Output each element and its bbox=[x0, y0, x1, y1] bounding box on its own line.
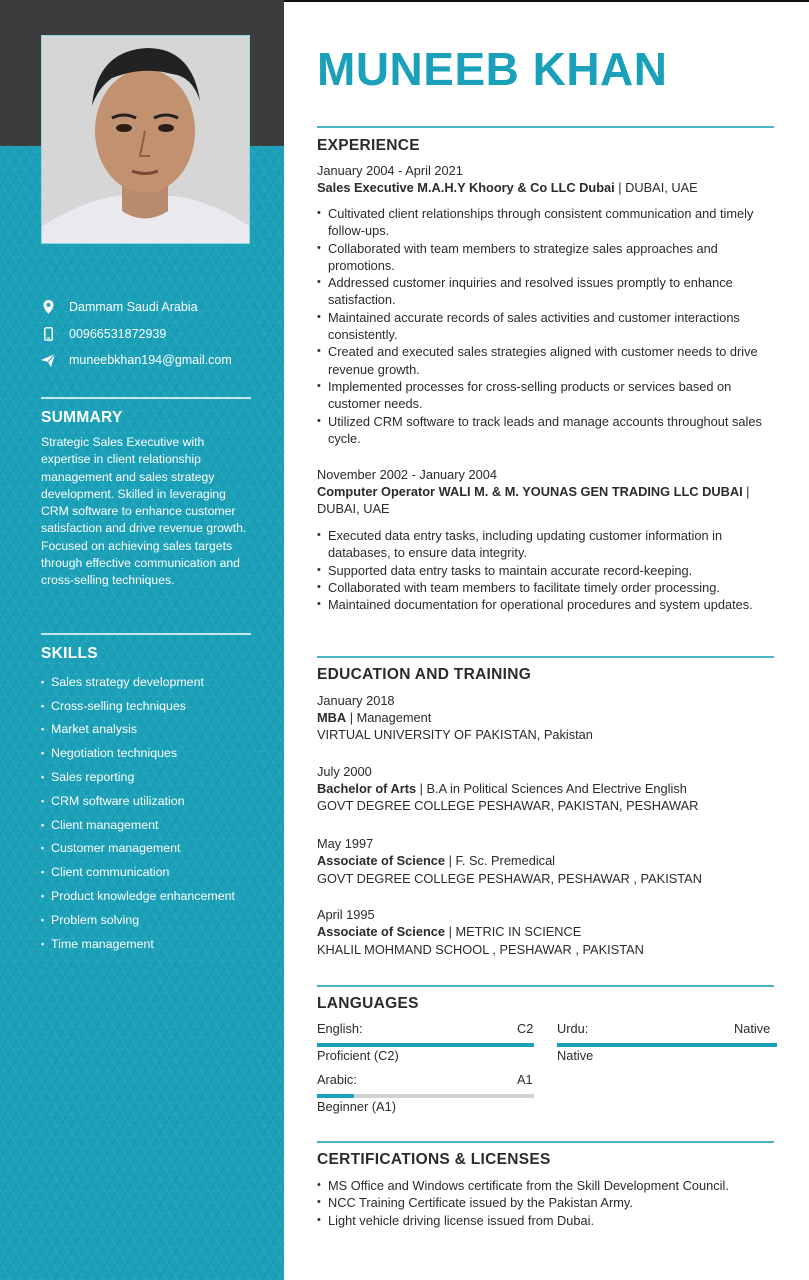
certification-item: • Light vehicle driving license issued from Dubai. bbox=[317, 1212, 777, 1229]
language-name: English: bbox=[317, 1021, 363, 1036]
contact-email-text[interactable]: muneebkhan194@gmail.com bbox=[69, 353, 232, 367]
contact-location-text: Dammam Saudi Arabia bbox=[69, 300, 198, 314]
language-desc: Native bbox=[557, 1048, 594, 1063]
location-pin-icon bbox=[41, 300, 55, 314]
skill-item: • CRM software utilization bbox=[41, 793, 185, 808]
edu-date: May 1997 bbox=[317, 836, 374, 851]
job-bullet: • Maintained accurate records of sales activities and customer interactions consistently. bbox=[317, 309, 777, 344]
language-bar bbox=[317, 1043, 534, 1047]
edu-degree-line bbox=[317, 781, 687, 796]
job-role-company: Computer Operator WALI M. & M. YOUNAS GEN TRADING LLC DUBAI bbox=[317, 484, 743, 499]
edu-date: July 2000 bbox=[317, 764, 372, 779]
skill-item: • Cross-selling techniques bbox=[41, 698, 186, 713]
job-bullet: • Cultivated client relationships through consistent communication and timely follow-ups. bbox=[317, 205, 777, 240]
summary-divider bbox=[41, 397, 251, 399]
certifications-heading: CERTIFICATIONS & LICENSES bbox=[317, 1151, 551, 1168]
skill-item: • Negotiation techniques bbox=[41, 746, 178, 761]
summary-text: Strategic Sales Executive with expertise in client relationship management and sales strategy development. Skilled in leveraging CRM software to enhance customer satisfaction and drive revenue growth. Focused on achieving sales targets through effective communication and cross-selling techniques. bbox=[41, 435, 247, 588]
job-role-suffix: | bbox=[742, 484, 750, 499]
edu-school: GOVT DEGREE COLLEGE PESHAWAR, PESHAWAR , PAKISTAN bbox=[317, 871, 702, 886]
skill-item: • Client communication bbox=[41, 865, 170, 880]
edu-field: | B.A in Political Sciences And Electrive English bbox=[416, 781, 687, 796]
edu-field: | F. Sc. Premedical bbox=[445, 853, 556, 868]
language-bar-fill bbox=[317, 1043, 534, 1047]
edu-degree: MBA bbox=[317, 710, 347, 725]
job-dates: January 2004 - April 2021 bbox=[317, 163, 463, 178]
job-bullet: • Addressed customer inquiries and resolved issues promptly to enhance satisfaction. bbox=[317, 274, 777, 309]
job-role-company: Sales Executive M.A.H.Y Khoory & Co LLC Dubai bbox=[317, 180, 615, 195]
experience-divider bbox=[317, 126, 774, 128]
edu-degree: Associate of Science bbox=[317, 924, 446, 939]
experience-heading: EXPERIENCE bbox=[317, 137, 420, 154]
language-name: Urdu: bbox=[557, 1021, 589, 1036]
job-title-line bbox=[317, 180, 698, 195]
language-desc: Beginner (A1) bbox=[317, 1099, 396, 1114]
education-heading: EDUCATION AND TRAINING bbox=[317, 666, 532, 683]
skill-item: • Sales reporting bbox=[41, 770, 135, 785]
job-bullet: • Implemented processes for cross-selling products or services based on customer needs. bbox=[317, 378, 777, 413]
language-bar-fill bbox=[317, 1094, 354, 1098]
contact-email bbox=[41, 353, 232, 367]
job-bullets bbox=[317, 527, 777, 613]
job-bullet: • Supported data entry tasks to maintain accurate record-keeping. bbox=[317, 562, 777, 579]
skill-item: • Client management bbox=[41, 817, 159, 832]
edu-school: KHALIL MOHMAND SCHOOL , PESHAWAR , PAKISTAN bbox=[317, 942, 644, 957]
edu-date: January 2018 bbox=[317, 693, 395, 708]
job-title-line bbox=[317, 484, 750, 499]
language-level: A1 bbox=[517, 1072, 533, 1087]
send-icon bbox=[41, 353, 55, 367]
job-dates: November 2002 - January 2004 bbox=[317, 467, 497, 482]
skill-item: • Customer management bbox=[41, 841, 181, 856]
job-bullet: • Executed data entry tasks, including updating customer information in databases, to ensure data integrity. bbox=[317, 527, 777, 562]
profile-photo bbox=[41, 35, 250, 244]
edu-degree: Bachelor of Arts bbox=[317, 781, 417, 796]
languages-divider bbox=[317, 985, 774, 987]
edu-school: GOVT DEGREE COLLEGE PESHAWAR, PAKISTAN, PESHAWAR bbox=[317, 798, 699, 813]
skills-divider bbox=[41, 633, 251, 635]
job-bullets bbox=[317, 205, 777, 447]
candidate-name: MUNEEB KHAN bbox=[317, 43, 668, 95]
edu-degree-line bbox=[317, 924, 581, 939]
skill-item: • Time management bbox=[41, 936, 154, 951]
edu-degree-line bbox=[317, 853, 555, 868]
skills-heading: SKILLS bbox=[41, 645, 98, 662]
certifications-divider bbox=[317, 1141, 774, 1143]
edu-degree: Associate of Science bbox=[317, 853, 446, 868]
skill-item: • Market analysis bbox=[41, 722, 138, 737]
edu-date: April 1995 bbox=[317, 907, 375, 922]
skill-item: • Problem solving bbox=[41, 912, 140, 927]
summary-heading: SUMMARY bbox=[41, 409, 123, 426]
language-bar bbox=[557, 1043, 777, 1047]
job-bullet: • Collaborated with team members to strategize sales approaches and promotions. bbox=[317, 240, 777, 275]
certification-item: • MS Office and Windows certificate from the Skill Development Council. bbox=[317, 1177, 777, 1194]
education-divider bbox=[317, 656, 774, 658]
certifications-list bbox=[317, 1177, 777, 1229]
job-bullet: • Collaborated with team members to facilitate timely order processing. bbox=[317, 579, 777, 596]
job-bullet: • Maintained documentation for operational procedures and system updates. bbox=[317, 596, 777, 613]
languages-heading: LANGUAGES bbox=[317, 995, 419, 1012]
contact-phone-text[interactable]: 00966531872939 bbox=[69, 327, 167, 341]
sidebar bbox=[0, 0, 284, 1280]
phone-icon bbox=[41, 327, 55, 341]
language-level: C2 bbox=[517, 1021, 534, 1036]
language-desc: Proficient (C2) bbox=[317, 1048, 399, 1063]
skill-item: • Sales strategy development bbox=[41, 674, 204, 689]
job-bullet: • Utilized CRM software to track leads and manage accounts throughout sales cycle. bbox=[317, 413, 777, 448]
language-bar-fill bbox=[557, 1043, 777, 1047]
job-location: | DUBAI, UAE bbox=[614, 180, 698, 195]
language-level: Native bbox=[734, 1021, 771, 1036]
language-name: Arabic: bbox=[317, 1072, 357, 1087]
edu-degree-line bbox=[317, 710, 431, 725]
skill-item: • Product knowledge enhancement bbox=[41, 889, 235, 904]
edu-field: | Management bbox=[346, 710, 432, 725]
certification-item: • NCC Training Certificate issued by the Pakistan Army. bbox=[317, 1194, 777, 1211]
edu-field: | METRIC IN SCIENCE bbox=[445, 924, 582, 939]
edu-school: VIRTUAL UNIVERSITY OF PAKISTAN, Pakistan bbox=[317, 727, 593, 742]
job-bullet: • Created and executed sales strategies aligned with customer needs to drive revenue growth. bbox=[317, 343, 777, 378]
contact-location bbox=[41, 300, 198, 314]
skills-list bbox=[41, 670, 266, 956]
job-location: DUBAI, UAE bbox=[317, 501, 390, 516]
language-bar bbox=[317, 1094, 534, 1098]
contact-phone bbox=[41, 327, 166, 341]
